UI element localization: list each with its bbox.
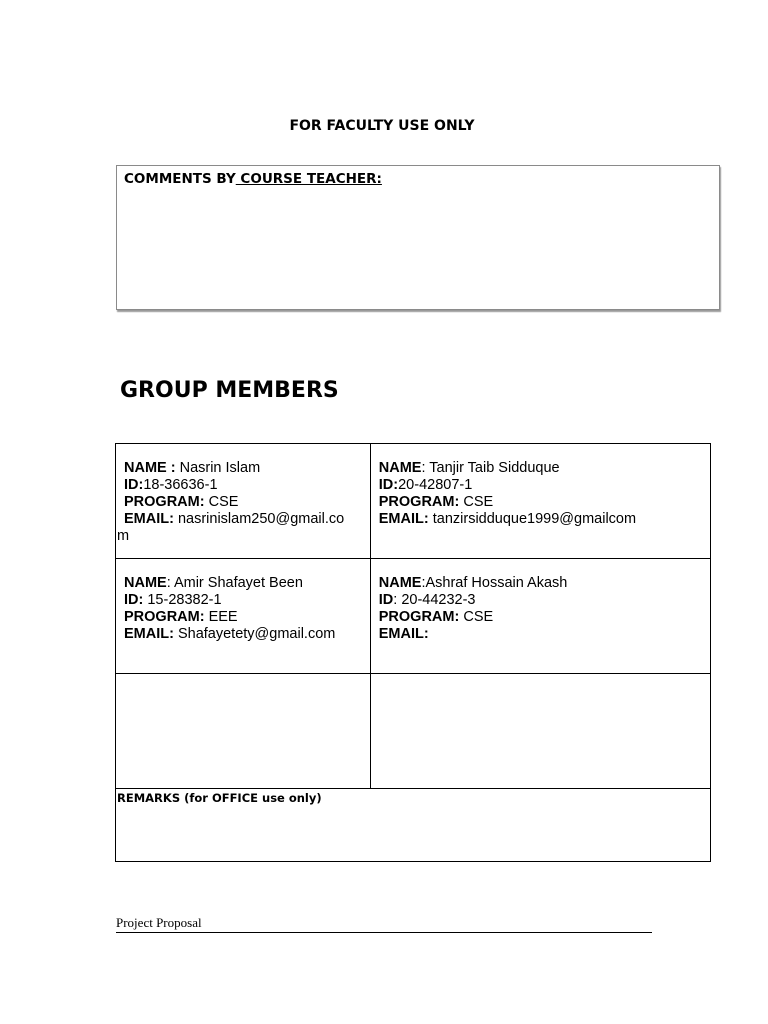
name-label: NAME xyxy=(124,575,167,591)
member-id: 20-42807-1 xyxy=(398,477,473,493)
program-label: PROGRAM: xyxy=(124,609,209,625)
member-id: 18-36636-1 xyxy=(143,477,218,493)
footer-project-proposal: Project Proposal xyxy=(116,915,652,933)
member-id-line xyxy=(124,592,364,609)
id-label: ID: xyxy=(378,477,399,493)
comments-box xyxy=(116,165,720,310)
member-program: CSE xyxy=(208,494,239,510)
remarks-cell xyxy=(116,789,711,862)
member-cell-1 xyxy=(116,444,371,559)
members-table xyxy=(115,443,711,862)
member-id-line xyxy=(379,592,704,609)
table-row xyxy=(116,674,711,789)
comments-label-course-teacher: COURSE TEACHER: xyxy=(235,171,382,187)
email-label: EMAIL: xyxy=(378,626,429,642)
email-label: EMAIL: xyxy=(124,511,178,527)
member-email-line xyxy=(124,511,364,528)
member-email-line xyxy=(124,626,364,643)
id-label: ID xyxy=(378,592,394,608)
program-label: PROGRAM: xyxy=(378,609,464,625)
member-program-line xyxy=(379,609,704,626)
member-email-line xyxy=(379,626,704,643)
member-program-line xyxy=(124,609,364,626)
member-name-line xyxy=(124,575,364,592)
id-label: ID: xyxy=(124,477,144,493)
member-program: CSE xyxy=(463,609,494,625)
id-label: ID: xyxy=(124,592,148,608)
member-id-line xyxy=(379,477,704,494)
empty-member-cell-5 xyxy=(116,674,371,789)
member-program-line xyxy=(124,494,364,511)
comments-label-prefix: COMMENTS BY xyxy=(124,171,236,187)
name-label: NAME xyxy=(378,460,422,476)
name-label: NAME : xyxy=(124,460,180,476)
member-name-line xyxy=(124,460,364,477)
member-email: Shafayetety@gmail.com xyxy=(177,626,336,642)
member-program: CSE xyxy=(463,494,494,510)
table-row xyxy=(116,789,711,862)
email-label: EMAIL: xyxy=(378,511,433,527)
member-email: nasrinislam250@gmail.co xyxy=(177,511,345,527)
member-program: EEE xyxy=(208,609,238,625)
group-members-heading: GROUP MEMBERS xyxy=(120,378,339,403)
program-label: PROGRAM: xyxy=(378,494,464,510)
table-row xyxy=(116,444,711,559)
table-row xyxy=(116,559,711,674)
comments-label xyxy=(124,171,382,187)
member-name: : Tanjir Taib Sidduque xyxy=(421,460,560,476)
member-email-line xyxy=(379,511,704,528)
remarks-label: REMARKS (for OFFICE use only) xyxy=(117,791,322,805)
member-name-line xyxy=(379,575,704,592)
name-label: NAME xyxy=(378,575,422,591)
member-email: tanzirsidduque1999@gmailcom xyxy=(432,511,637,527)
member-email-wrap: m xyxy=(117,528,130,544)
member-name-line xyxy=(379,460,704,477)
email-label: EMAIL: xyxy=(124,626,178,642)
member-id: : 20-44232-3 xyxy=(393,592,476,608)
member-name: Nasrin Islam xyxy=(179,460,261,476)
member-program-line xyxy=(379,494,704,511)
member-name: :Ashraf Hossain Akash xyxy=(421,575,568,591)
member-id-line xyxy=(124,477,364,494)
empty-member-cell-6 xyxy=(370,674,710,789)
member-cell-2 xyxy=(370,444,710,559)
member-cell-3 xyxy=(116,559,371,674)
member-name: : Amir Shafayet Been xyxy=(166,575,303,591)
member-cell-4 xyxy=(370,559,710,674)
program-label: PROGRAM: xyxy=(124,494,209,510)
faculty-use-heading: FOR FACULTY USE ONLY xyxy=(289,118,475,134)
member-id: 15-28382-1 xyxy=(147,592,222,608)
